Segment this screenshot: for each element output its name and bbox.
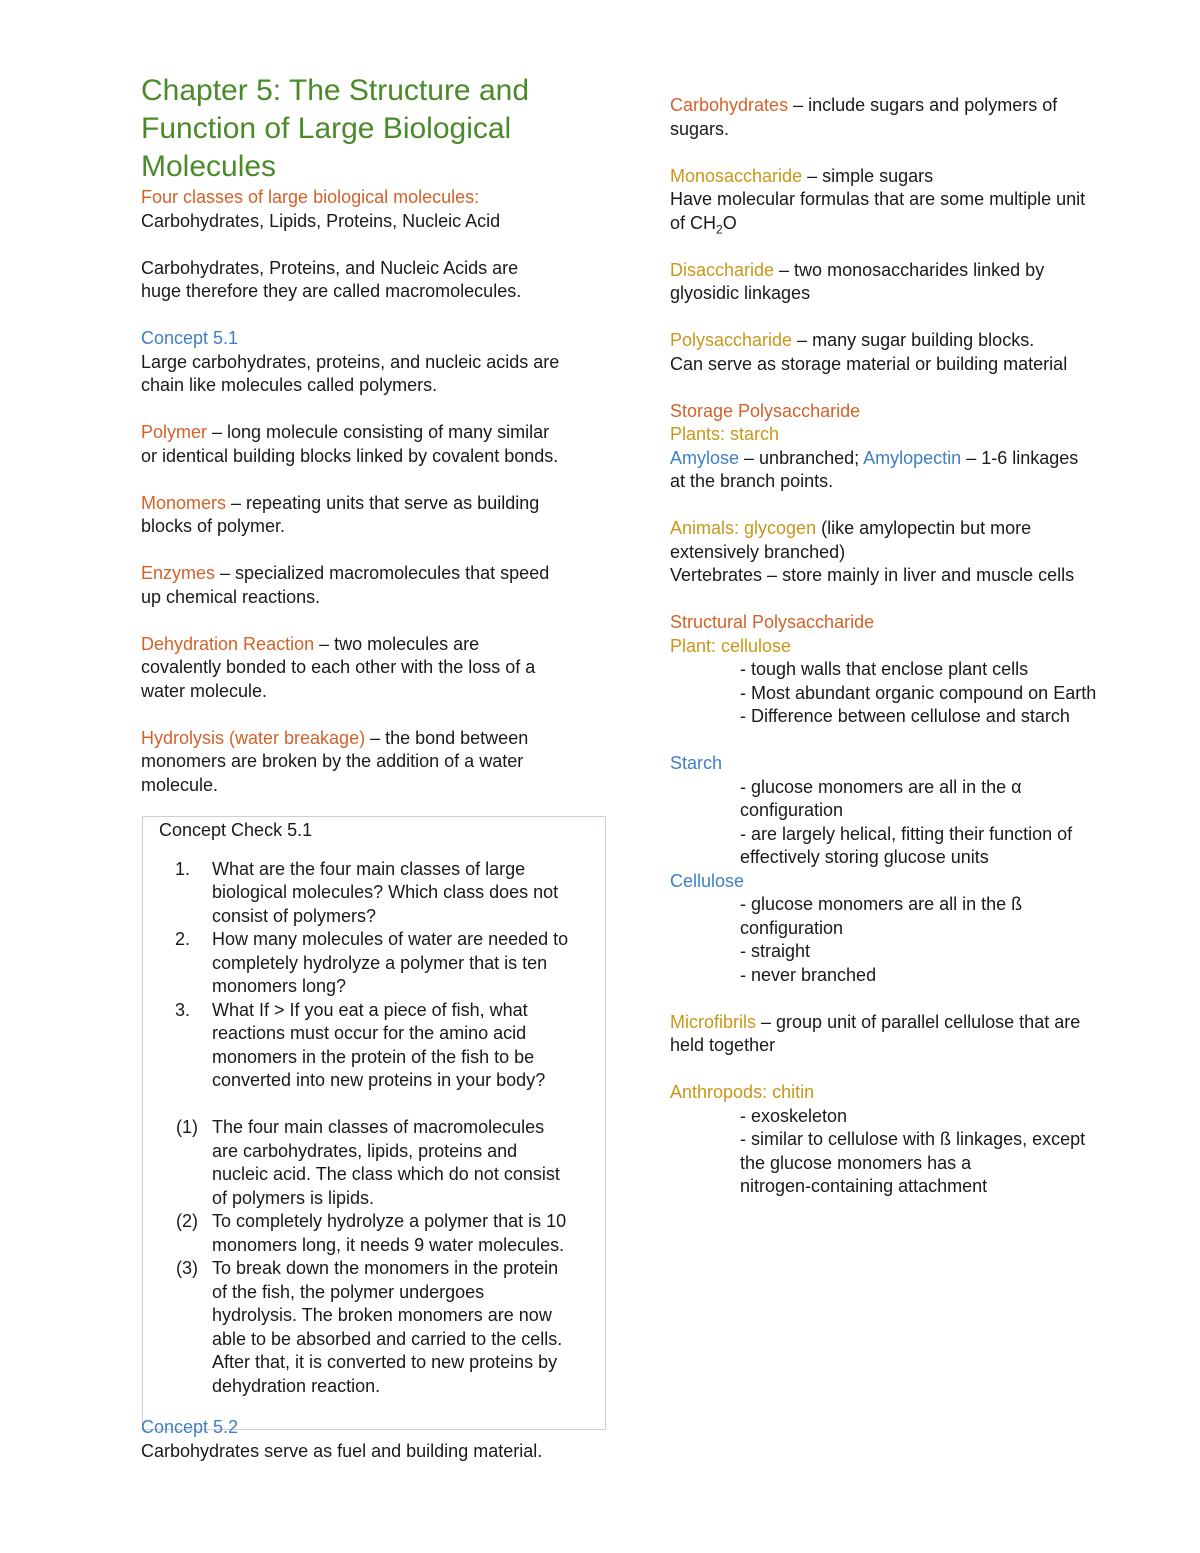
question-item-number: 1. — [175, 858, 191, 879]
polysaccharide-def-2: Can serve as storage material or building material — [670, 353, 1068, 374]
page-title: Chapter 5: The Structure and Function of Large Biological Molecules — [141, 74, 530, 183]
enzymes-definition — [141, 562, 611, 586]
animals-glycogen: Animals: glycogen — [670, 518, 817, 538]
hydrolysis-term: Hydrolysis (water breakage) — [141, 727, 366, 748]
left-column — [141, 186, 611, 797]
concept-5-1-line-2: chain like molecules called polymers. — [141, 375, 438, 395]
microfibrils-definition — [670, 1011, 1150, 1035]
cellulose-points — [670, 658, 1150, 729]
enzymes-def-1: – specialized macromolecules that speed — [215, 563, 550, 583]
answer-item-line: of the fish, the polymer undergoes — [212, 1281, 485, 1302]
amylose-term: Amylose — [670, 447, 740, 468]
amylopectin-def-1: – 1-6 linkages — [961, 447, 1079, 468]
answer-item-line: To completely hydrolyze a polymer that is 10 — [212, 1211, 567, 1231]
amylose-line — [670, 447, 1150, 471]
polymer-def-2: or identical building blocks linked by covalent bonds. — [141, 445, 559, 466]
question-item-line: consist of polymers? — [212, 905, 377, 926]
answer-item — [159, 1257, 601, 1398]
question-item — [159, 928, 601, 999]
question-item-line: What If > If you eat a piece of fish, what — [212, 999, 528, 1020]
concept-check-content — [159, 819, 601, 1398]
question-item-line: completely hydrolyze a polymer that is ten — [212, 952, 548, 973]
chitin-points — [670, 1105, 1150, 1199]
monosaccharide-formula — [670, 212, 1150, 236]
question-item — [159, 858, 601, 929]
concept-5-2-line: Carbohydrates serve as fuel and building material. — [141, 1440, 543, 1461]
answer-item-line: monomers long, it needs 9 water molecules. — [212, 1234, 565, 1255]
question-item-line: converted into new proteins in your body? — [212, 1070, 546, 1090]
answer-item-line: able to be absorbed and carried to the cells. — [212, 1328, 563, 1349]
animals-glycogen-line — [670, 517, 1150, 541]
cellulose-point: - Most abundant organic compound on Earth — [740, 682, 1097, 703]
starch-point: configuration — [740, 800, 844, 820]
hydrolysis-def-3: molecule. — [141, 774, 219, 795]
disaccharide-term: Disaccharide — [670, 259, 775, 280]
glycogen-def-1: (like amylopectin but more — [816, 518, 1032, 538]
carbohydrates-definition — [670, 94, 1150, 118]
monomers-term: Monomers — [141, 492, 227, 513]
question-item-line: How many molecules of water are needed to — [212, 929, 569, 949]
dehydration-def-2: covalently bonded to each other with the loss of a — [141, 657, 536, 677]
glycogen-def-2: extensively branched) — [670, 541, 846, 562]
polymer-definition — [141, 421, 611, 445]
formula-subscript: 2 — [716, 222, 723, 237]
microfibrils-def-2: held together — [670, 1035, 776, 1055]
concept-5-2-heading: Concept 5.2 — [141, 1417, 239, 1437]
hydrolysis-definition — [141, 727, 611, 751]
answer-item-number: (3) — [176, 1258, 198, 1278]
hydrolysis-def-1: – the bond between — [365, 727, 529, 748]
monosaccharide-line-2: Have molecular formulas that are some multiple unit — [670, 189, 1086, 209]
four-classes-heading: Four classes of large biological molecules: — [141, 187, 480, 207]
cellulose-detail-point: - glucose monomers are all in the ß — [740, 894, 1023, 914]
microfibrils-def-1: – group unit of parallel cellulose that are — [756, 1011, 1081, 1032]
concept-check-box — [142, 816, 606, 1430]
monomers-definition — [141, 492, 611, 516]
dehydration-term: Dehydration Reaction — [141, 633, 315, 654]
question-item-line: reactions must occur for the amino acid — [212, 1023, 527, 1043]
question-item-line: What are the four main classes of large — [212, 858, 526, 879]
chitin-point: - exoskeleton — [740, 1105, 848, 1126]
cellulose-heading: Cellulose — [670, 870, 745, 891]
enzymes-def-2: up chemical reactions. — [141, 586, 321, 607]
chitin-point: - similar to cellulose with ß linkages, except — [740, 1129, 1086, 1149]
enzymes-term: Enzymes — [141, 563, 216, 583]
polymer-term: Polymer — [141, 422, 208, 442]
monosaccharide-term: Monosaccharide — [670, 165, 803, 186]
vertebrates-line: Vertebrates – store mainly in liver and muscle cells — [670, 565, 1075, 585]
answer-item-line: dehydration reaction. — [212, 1375, 381, 1396]
plant-cellulose: Plant: cellulose — [670, 635, 792, 656]
cellulose-point: - tough walls that enclose plant cells — [740, 659, 1029, 679]
answer-item-line: are carbohydrates, lipids, proteins and — [212, 1140, 518, 1161]
polysaccharide-definition — [670, 329, 1150, 353]
carbohydrates-def-1: – include sugars and polymers of — [788, 95, 1058, 115]
answer-item-line: hydrolysis. The broken monomers are now — [212, 1305, 552, 1325]
monosaccharide-def: – simple sugars — [802, 165, 934, 186]
question-item-line: biological molecules? Which class does not — [212, 882, 559, 902]
answer-item-line: After that, it is converted to new proteins by — [212, 1352, 558, 1372]
microfibrils-term: Microfibrils — [670, 1011, 757, 1032]
disaccharide-def-2: glyosidic linkages — [670, 283, 811, 303]
question-item-number: 2. — [175, 929, 191, 949]
answer-item-line: nucleic acid. The class which do not consist — [212, 1164, 560, 1184]
carbohydrates-def-2: sugars. — [670, 118, 730, 139]
monomers-def-1: – repeating units that serve as building — [226, 492, 540, 513]
amylopectin-def-2: at the branch points. — [670, 471, 834, 491]
starch-heading: Starch — [670, 753, 723, 773]
plants-starch: Plants: starch — [670, 424, 780, 444]
cellulose-point: - Difference between cellulose and starch — [740, 706, 1070, 726]
cellulose-detail — [670, 893, 1150, 987]
starch-point: - are largely helical, fitting their function of — [740, 823, 1073, 844]
answer-list — [159, 1116, 601, 1398]
polymer-def-1: – long molecule consisting of many similar — [207, 422, 550, 442]
macro-line-1: Carbohydrates, Proteins, and Nucleic Acids are — [141, 257, 519, 278]
starch-points — [670, 776, 1150, 870]
dehydration-def-3: water molecule. — [141, 680, 268, 701]
storage-polysaccharide-heading: Storage Polysaccharide — [670, 400, 861, 421]
monomers-def-2: blocks of polymer. — [141, 516, 286, 536]
dehydration-definition — [141, 633, 611, 657]
right-column — [670, 94, 1150, 1199]
dehydration-def-1: – two molecules are — [314, 633, 480, 654]
monosaccharide-definition — [670, 165, 1150, 189]
structural-polysaccharide-heading: Structural Polysaccharide — [670, 612, 875, 632]
concept-5-1-line-1: Large carbohydrates, proteins, and nucleic acids are — [141, 351, 560, 372]
concept-5-1-heading: Concept 5.1 — [141, 328, 239, 348]
macro-line-2: huge therefore they are called macromolecules. — [141, 281, 522, 301]
question-item — [159, 999, 601, 1093]
disaccharide-def-1: – two monosaccharides linked by — [774, 259, 1045, 280]
answer-item — [159, 1116, 601, 1210]
question-item-line: monomers long? — [212, 976, 347, 996]
concept-5-2-section — [141, 1416, 611, 1463]
hydrolysis-def-2: monomers are broken by the addition of a water — [141, 751, 524, 771]
question-list — [159, 858, 601, 1093]
answer-item — [159, 1210, 601, 1257]
starch-point: effectively storing glucose units — [740, 847, 989, 867]
answer-item-number: (1) — [176, 1117, 198, 1137]
question-item-number: 3. — [175, 999, 191, 1020]
cellulose-detail-point: - straight — [740, 941, 811, 961]
polysaccharide-term: Polysaccharide — [670, 330, 793, 350]
anthropods-heading: Anthropods: chitin — [670, 1082, 815, 1102]
concept-check-heading: Concept Check 5.1 — [159, 820, 313, 840]
formula-suffix: O — [722, 212, 737, 233]
cellulose-detail-point: configuration — [740, 917, 844, 938]
answer-item-number: (2) — [176, 1211, 198, 1231]
chitin-point: nitrogen-containing attachment — [740, 1176, 988, 1196]
cellulose-detail-point: - never branched — [740, 964, 877, 985]
disaccharide-definition — [670, 259, 1150, 283]
formula-prefix: of CH — [670, 212, 717, 233]
amylopectin-term: Amylopectin — [863, 447, 962, 468]
amylose-def: – unbranched; — [739, 447, 864, 468]
answer-item-line: The four main classes of macromolecules — [212, 1117, 545, 1137]
answer-item-line: of polymers is lipids. — [212, 1187, 375, 1208]
starch-point: - glucose monomers are all in the α — [740, 776, 1022, 797]
four-classes-list: Carbohydrates, Lipids, Proteins, Nucleic Acid — [141, 210, 501, 231]
polysaccharide-def-1: – many sugar building blocks. — [792, 330, 1035, 350]
carbohydrates-term: Carbohydrates — [670, 95, 789, 115]
question-item-line: monomers in the protein of the fish to be — [212, 1046, 535, 1067]
answer-item-line: To break down the monomers in the protein — [212, 1258, 559, 1278]
chitin-point: the glucose monomers has a — [740, 1152, 972, 1173]
